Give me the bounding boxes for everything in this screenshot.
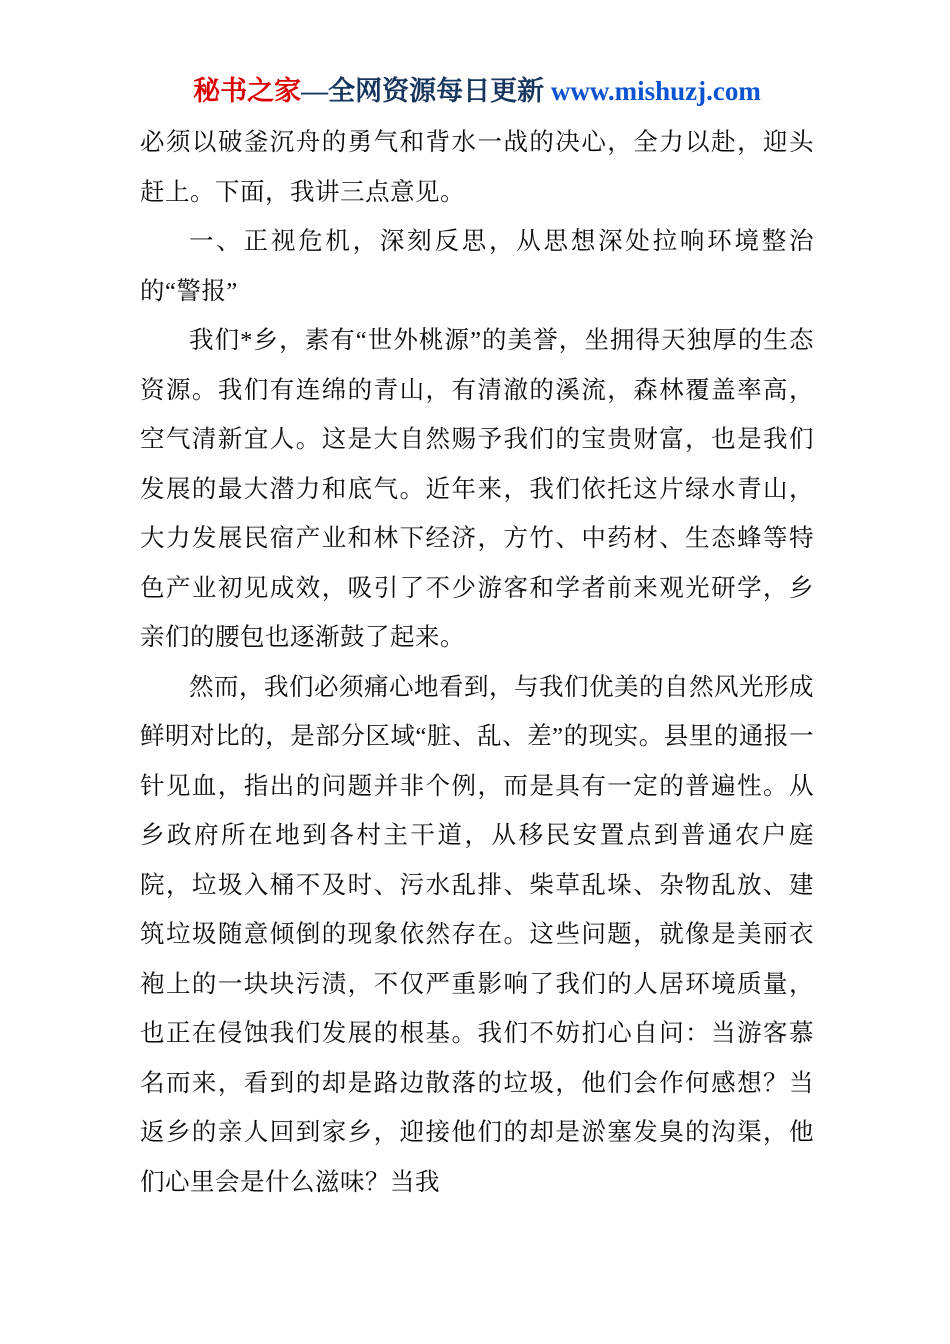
section-heading: 一、正视危机，深刻反思，从思想深处拉响环境整治的“警报” — [140, 228, 814, 305]
site-url-link[interactable]: www.mishuzj.com — [550, 76, 761, 106]
site-name: 秘书之家 — [193, 76, 302, 106]
paragraph: 然而，我们必须痛心地看到，与我们优美的自然风光形成鲜明对比的，是部分区域“脏、乱、差”的现实。县里的通报一针见血，指出的问题并非个例，而是具有一定的普遍性。从乡政府所在地到各村主干道，从移民安置点到普通农户庭院，垃圾入桶不及时、污水乱排、柴草乱垛、杂物乱放、建筑垃圾随意倾倒的现象依然存在。这些问题，就像是美丽衣袍上的一块块污渍，不仅严重影响了我们的人居环境质量，也正在侵蚀我们发展的根基。我们不妨扪心自问：当游客慕名而来，看到的却是路边散落的垃圾，他们会作何感想？当返乡的亲人回到家乡，迎接他们的却是淤塞发臭的沟渠，他们心里会是什么滋味？当我 — [140, 673, 814, 1196]
page-header — [140, 74, 814, 108]
header-tagline: —全网资源每日更新 — [301, 76, 551, 106]
paragraph-continuation: 必须以破釜沉舟的勇气和背水一战的决心，全力以赴，迎头赶上。下面，我讲三点意见。 — [140, 129, 814, 206]
document-body — [140, 118, 814, 1207]
paragraph: 我们*乡，素有“世外桃源”的美誉，坐拥得天独厚的生态资源。我们有连绵的青山，有清澈的溪流，森林覆盖率高，空气清新宜人。这是大自然赐予我们的宝贵财富，也是我们发展的最大潜力和底气。近年来，我们依托这片绿水青山，大力发展民宿产业和林下经济，方竹、中药材、生态蜂等特色产业初见成效，吸引了不少游客和学者前来观光研学，乡亲们的腰包也逐渐鼓了起来。 — [140, 327, 814, 651]
